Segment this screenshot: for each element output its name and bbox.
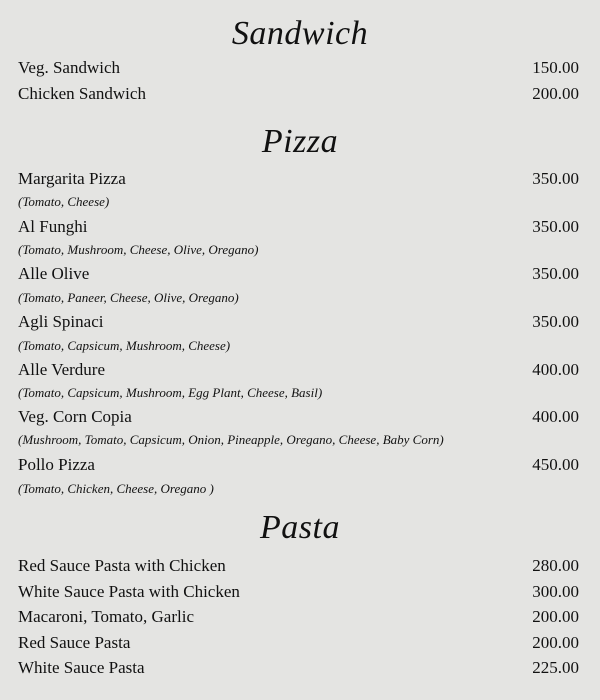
item-name: Red Sauce Pasta xyxy=(18,633,131,652)
section-title-sandwich: Sandwich xyxy=(231,15,369,52)
item-price: 300.00 xyxy=(532,582,579,601)
item-description: (Tomato, Mushroom, Cheese, Olive, Oregano) xyxy=(18,242,259,257)
menu-item xyxy=(18,167,579,191)
item-price: 200.00 xyxy=(532,84,579,103)
item-price: 200.00 xyxy=(532,633,579,652)
menu-item xyxy=(18,82,579,106)
item-description: (Tomato, Cheese) xyxy=(18,194,110,209)
item-name: Macaroni, Tomato, Garlic xyxy=(18,607,194,626)
menu-item xyxy=(18,215,579,239)
item-name: Margarita Pizza xyxy=(18,169,126,188)
menu-item xyxy=(18,405,579,429)
item-name: Alle Olive xyxy=(18,264,90,283)
menu-item xyxy=(18,656,579,680)
item-name: Veg. Sandwich xyxy=(18,58,120,77)
item-price: 400.00 xyxy=(532,407,579,426)
menu-item xyxy=(18,580,579,604)
item-price: 150.00 xyxy=(532,58,579,77)
menu-item xyxy=(18,358,579,382)
item-description: (Tomato, Chicken, Cheese, Oregano ) xyxy=(18,481,214,496)
item-name: Agli Spinaci xyxy=(18,312,104,331)
item-price: 350.00 xyxy=(532,169,579,188)
menu-item xyxy=(18,453,579,477)
item-name: Alle Verdure xyxy=(18,360,106,379)
section-title-pasta: Pasta xyxy=(260,509,340,546)
menu-item xyxy=(18,631,579,655)
menu-item xyxy=(18,554,579,578)
item-name: Chicken Sandwich xyxy=(18,84,146,103)
item-price: 350.00 xyxy=(532,312,579,331)
menu-item xyxy=(18,262,579,286)
item-description: (Tomato, Paneer, Cheese, Olive, Oregano) xyxy=(18,290,239,305)
menu-item xyxy=(18,56,579,80)
item-description: (Tomato, Capsicum, Mushroom, Cheese) xyxy=(18,338,231,353)
item-price: 280.00 xyxy=(532,556,579,575)
item-price: 350.00 xyxy=(532,264,579,283)
item-name: Pollo Pizza xyxy=(18,455,95,474)
item-name: Red Sauce Pasta with Chicken xyxy=(18,556,226,575)
section-title-pizza: Pizza xyxy=(261,123,339,160)
item-price: 350.00 xyxy=(532,217,579,236)
menu-item xyxy=(18,310,579,334)
item-price: 400.00 xyxy=(532,360,579,379)
menu-item xyxy=(18,605,579,629)
item-name: White Sauce Pasta xyxy=(18,658,145,677)
item-price: 450.00 xyxy=(532,455,579,474)
item-price: 200.00 xyxy=(532,607,579,626)
item-description: (Mushroom, Tomato, Capsicum, Onion, Pineapple, Oregano, Cheese, Baby Corn) xyxy=(18,432,444,447)
item-price: 225.00 xyxy=(532,658,579,677)
item-name: White Sauce Pasta with Chicken xyxy=(18,582,240,601)
item-description: (Tomato, Capsicum, Mushroom, Egg Plant, Cheese, Basil) xyxy=(18,385,323,400)
item-name: Veg. Corn Copia xyxy=(18,407,132,426)
item-name: Al Funghi xyxy=(18,217,88,236)
